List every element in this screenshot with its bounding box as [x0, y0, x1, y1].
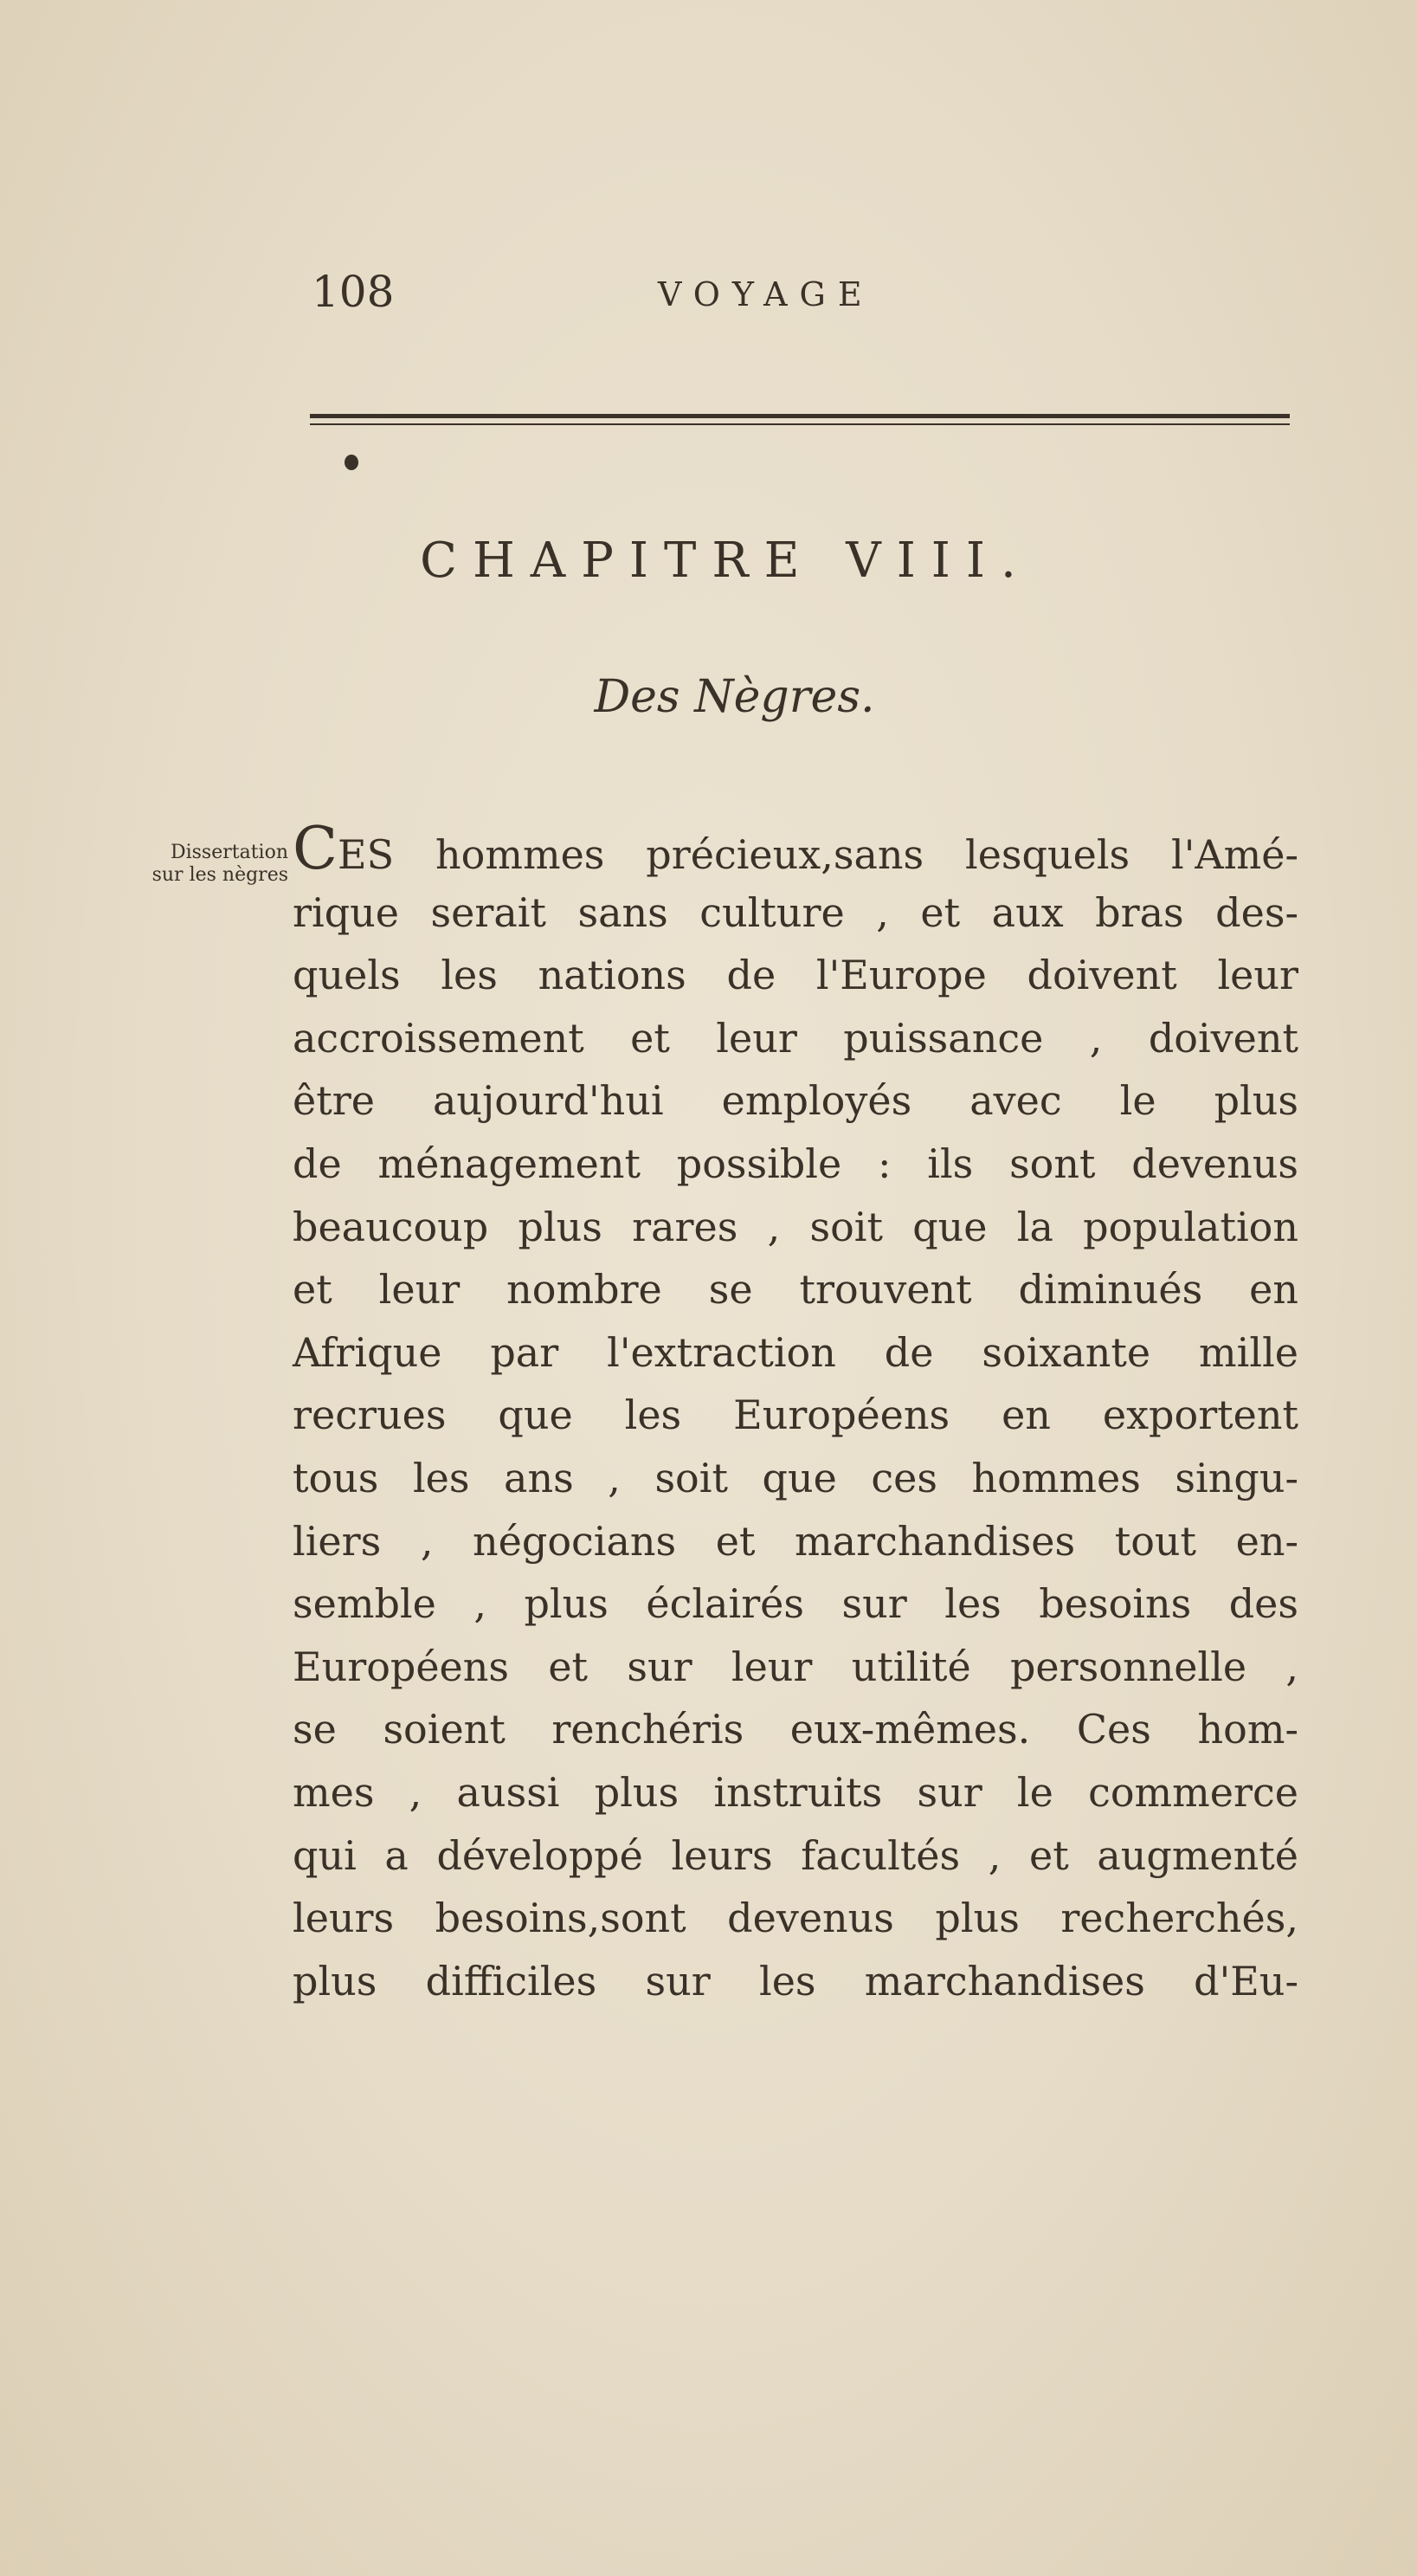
- text-line-content: mes , aussi plus instruits sur le commerce: [293, 1768, 1298, 1816]
- margin-note-line: sur les nègres: [151, 864, 288, 886]
- chapter-title: CHAPITRE VIII.: [420, 533, 1032, 589]
- text-line: [293, 815, 1298, 883]
- body-text: [293, 815, 1298, 2012]
- text-line: [293, 1698, 1298, 1761]
- text-line: [293, 1196, 1298, 1259]
- text-line-content: tous les ans , soit que ces hommes singu-: [293, 1454, 1298, 1501]
- text-line: [293, 1384, 1298, 1447]
- text-line: [293, 1069, 1298, 1133]
- text-line-content: et leur nombre se trouvent diminués en: [293, 1266, 1298, 1314]
- text-line-content: qui a développé leurs facultés , et augmenté: [293, 1831, 1298, 1879]
- text-line: [293, 1761, 1298, 1824]
- text-line: [293, 1321, 1298, 1385]
- text-line-content: Afrique par l'extraction de soixante mille: [293, 1328, 1298, 1376]
- text-line-content: liers , négocians et marchandises tout en-: [293, 1517, 1298, 1565]
- text-line-content: rique serait sans culture , et aux bras des-: [293, 888, 1298, 936]
- chapter-subtitle: Des Nègres.: [594, 671, 875, 723]
- text-line: [293, 1133, 1298, 1196]
- ink-spot: [345, 455, 358, 470]
- text-line-content: Européens et sur leur utilité personnelle ,: [293, 1643, 1298, 1690]
- text-line: [293, 1510, 1298, 1573]
- text-line: [293, 1887, 1298, 1950]
- text-line: [293, 1258, 1298, 1321]
- text-line-content: plus difficiles sur les marchandises d'Eu-: [293, 1957, 1298, 2005]
- text-line-content: être aujourd'hui employés avec le plus: [293, 1077, 1298, 1125]
- running-title: VOYAGE: [658, 275, 874, 313]
- text-line: [293, 881, 1298, 945]
- text-line-content: recrues que les Européens en exportent: [293, 1391, 1298, 1439]
- text-line-content: accroissement et leur puissance , doivent: [293, 1014, 1298, 1062]
- text-line: [293, 1824, 1298, 1888]
- header-rule-thin: [310, 423, 1290, 425]
- text-line-content: quels les nations de l'Europe doivent leur: [293, 952, 1298, 999]
- text-line-content: leurs besoins,sont devenus plus recherchés,: [293, 1895, 1298, 1942]
- text-line-content: beaucoup plus rares , soit que la population: [293, 1203, 1298, 1250]
- text-line-content: se soient renchéris eux-mêmes. Ces hom-: [293, 1706, 1298, 1753]
- page-number: 108: [312, 267, 395, 317]
- margin-note-line: Dissertation: [170, 842, 288, 863]
- text-line: [293, 1950, 1298, 2013]
- drop-capital: C: [293, 815, 338, 883]
- header-rule-thick: [310, 414, 1290, 418]
- margin-note: [93, 842, 288, 887]
- text-line: [293, 1572, 1298, 1636]
- text-line-content: ES hommes précieux,sans lesquels l'Amé-: [338, 831, 1298, 878]
- text-line: [293, 1447, 1298, 1510]
- text-line-content: de ménagement possible : ils sont devenus: [293, 1140, 1298, 1187]
- text-line: [293, 944, 1298, 1007]
- text-line-content: semble , plus éclairés sur les besoins des: [293, 1580, 1298, 1628]
- text-line: [293, 1007, 1298, 1070]
- text-line: [293, 1636, 1298, 1699]
